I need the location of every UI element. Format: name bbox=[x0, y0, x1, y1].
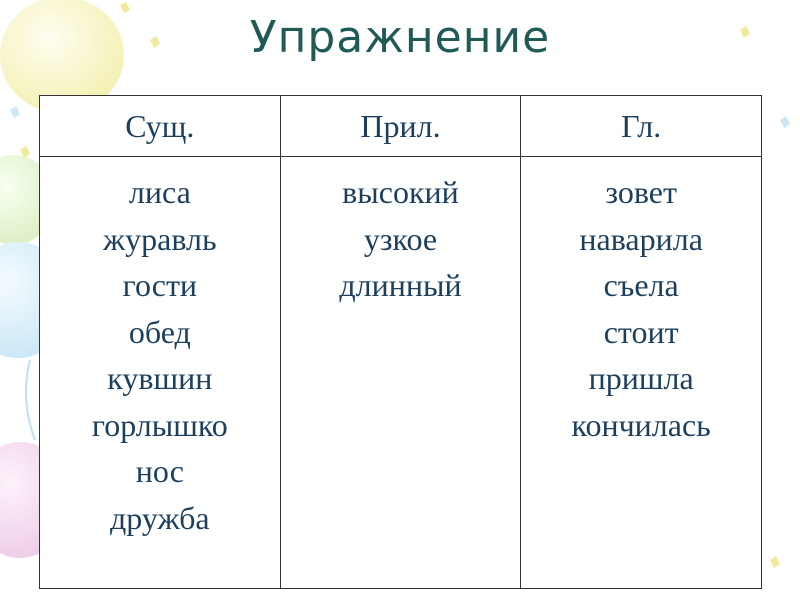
verbs-cell bbox=[521, 157, 762, 589]
list-item: наварила bbox=[579, 220, 703, 257]
list-item: дружба bbox=[110, 499, 210, 536]
table-header-row bbox=[40, 96, 762, 157]
list-item: журавль bbox=[103, 220, 217, 257]
list-item: горлышко bbox=[91, 406, 228, 443]
column-header-verbs: Гл. bbox=[521, 96, 762, 157]
column-header-adjectives: Прил. bbox=[280, 96, 521, 157]
list-item: длинный bbox=[339, 267, 462, 303]
page-title: Упражнение bbox=[249, 12, 551, 63]
list-item: узкое bbox=[363, 220, 438, 257]
list-item: съела bbox=[603, 267, 679, 303]
list-item: гости bbox=[122, 267, 198, 303]
nouns-cell bbox=[40, 157, 281, 589]
list-item: пришла bbox=[588, 360, 694, 396]
adjectives-cell bbox=[280, 157, 521, 589]
list-item: нос bbox=[135, 453, 184, 489]
list-item: зовет bbox=[605, 174, 677, 210]
list-item: лиса bbox=[128, 174, 191, 210]
list-item: стоит bbox=[603, 313, 679, 350]
column-header-nouns: Сущ. bbox=[40, 96, 281, 157]
exercise-table bbox=[39, 95, 762, 589]
list-item: высокий bbox=[342, 174, 459, 210]
list-item: обед bbox=[128, 313, 191, 350]
table-row bbox=[40, 157, 762, 589]
list-item: кончилась bbox=[571, 406, 711, 443]
list-item: кувшин bbox=[107, 360, 213, 396]
